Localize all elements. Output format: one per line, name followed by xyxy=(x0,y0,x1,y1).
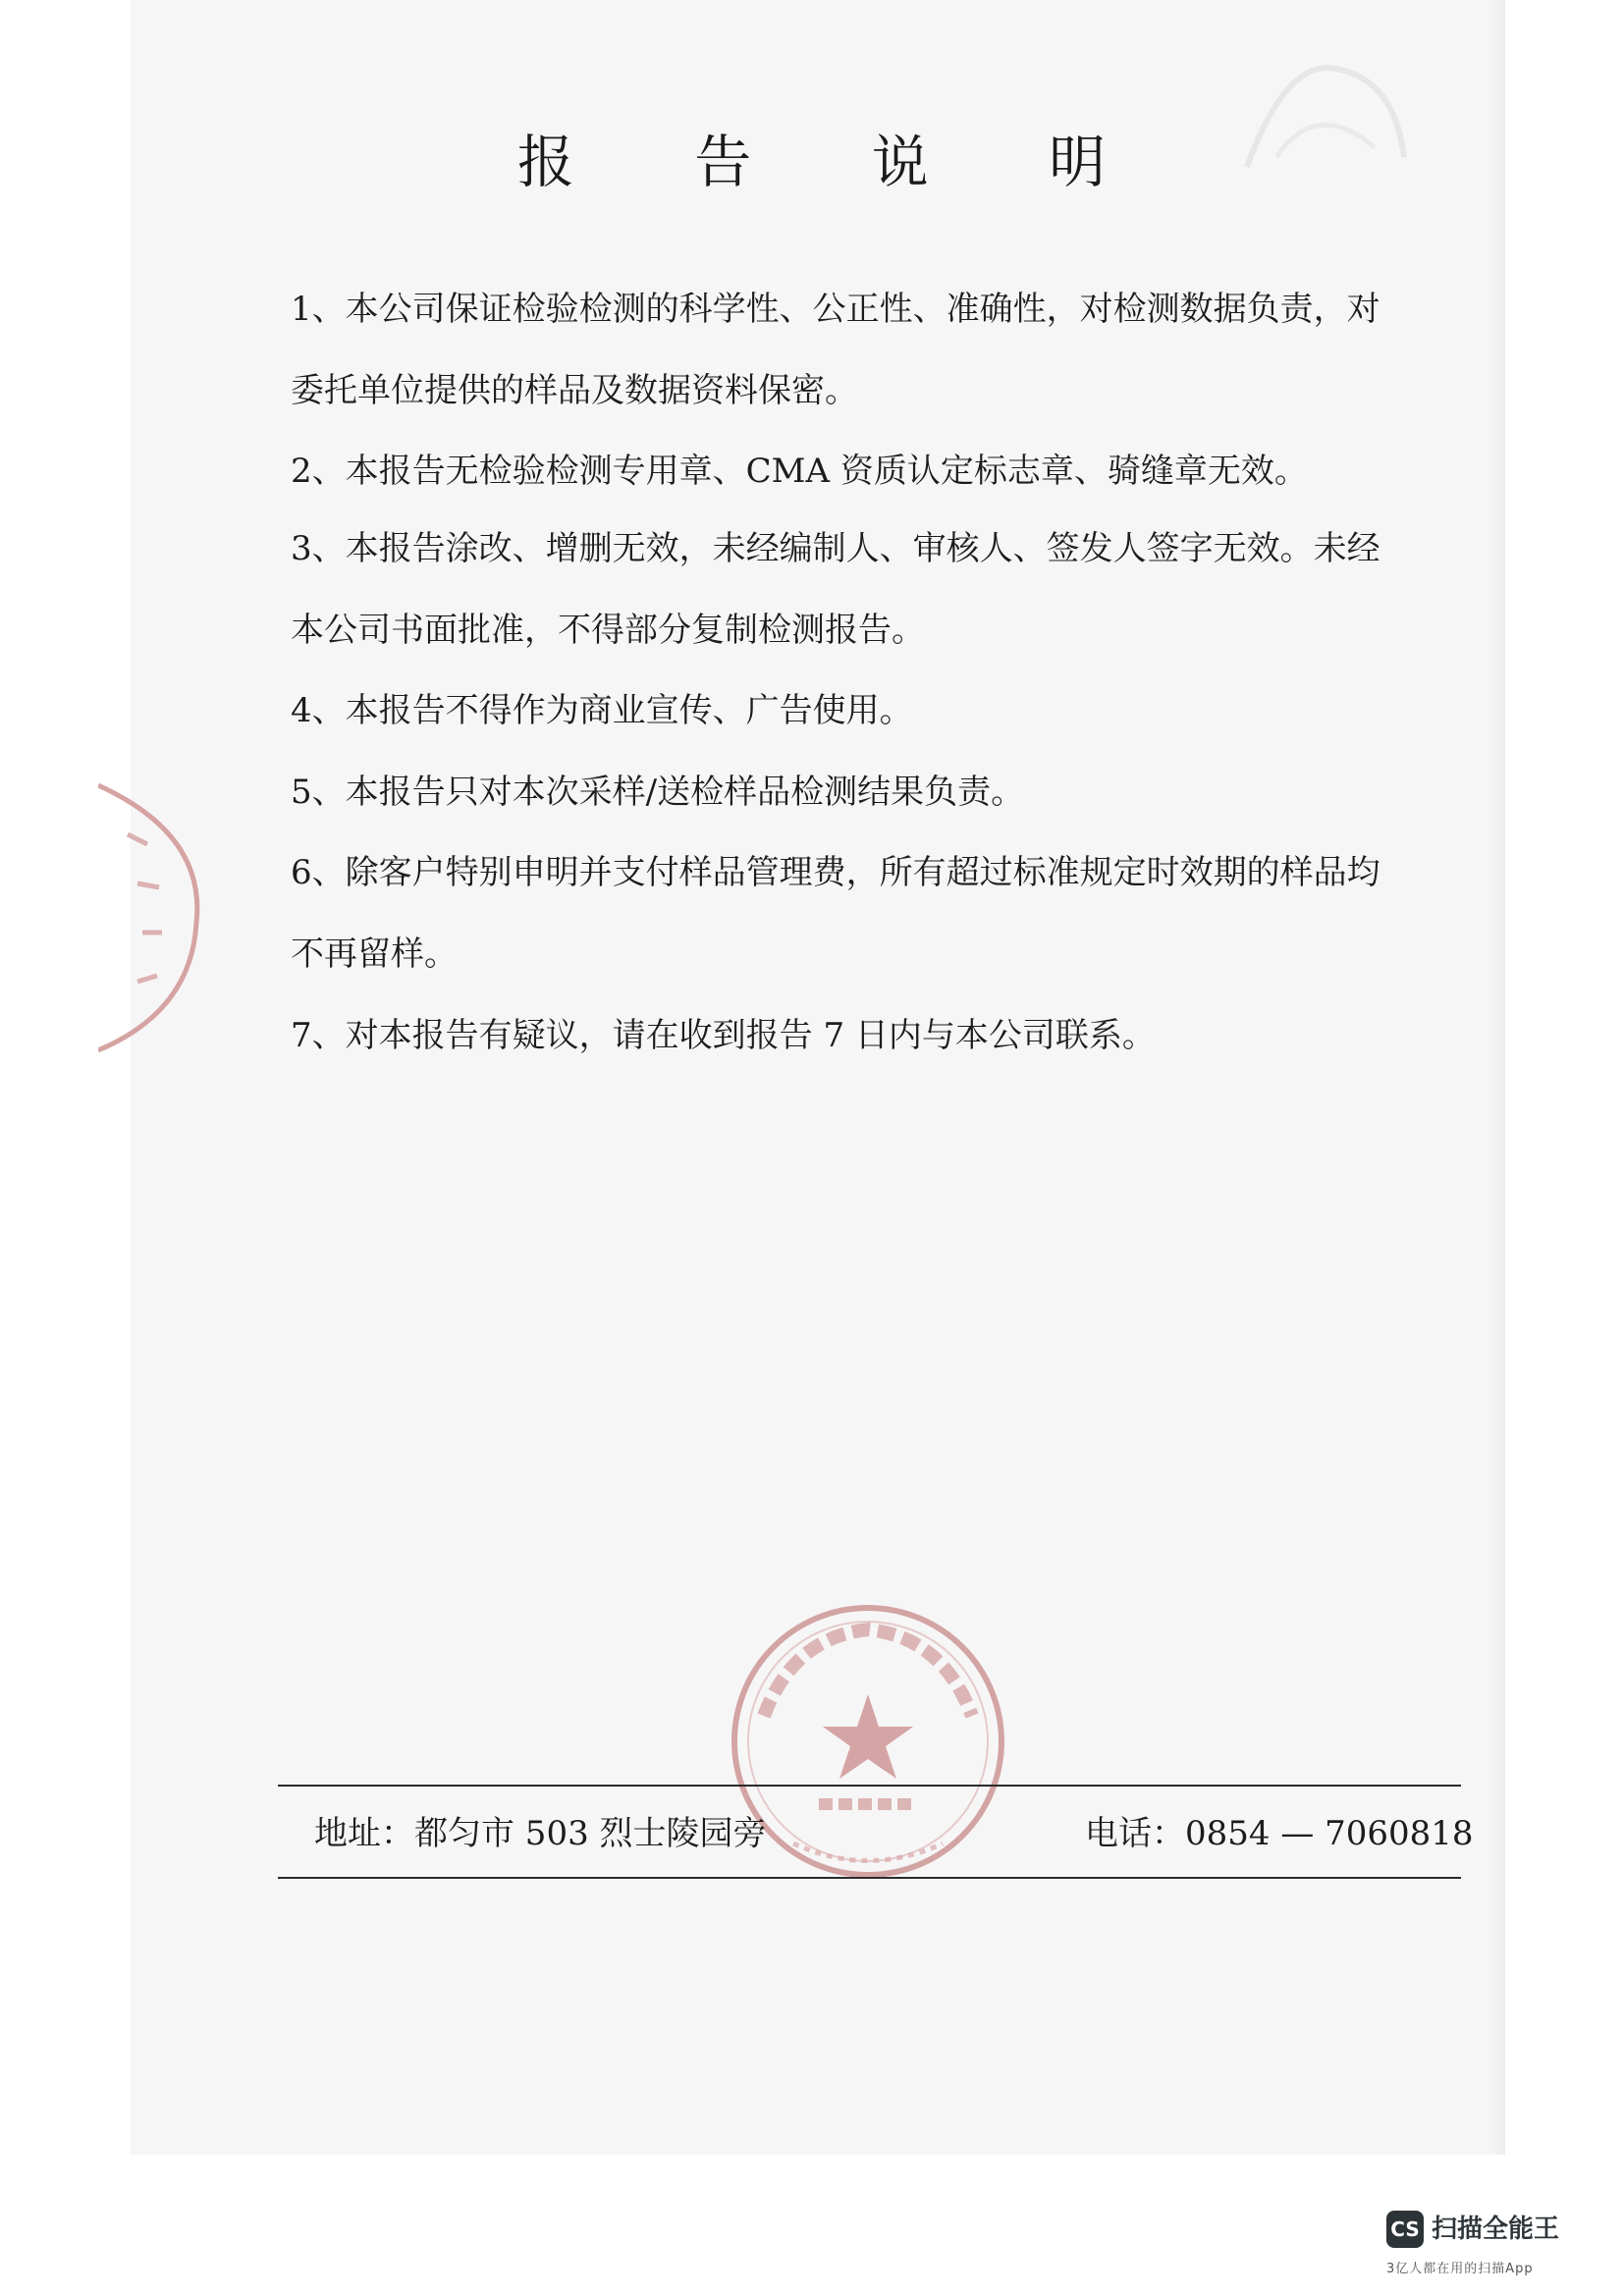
clause-3-line-2: 本公司书面批准，不得部分复制检测报告。 xyxy=(291,611,925,650)
page-title: 报 告 说 明 xyxy=(516,129,1158,195)
clause-6-line-2: 不再留样。 xyxy=(291,934,458,974)
scan-edge-shadow xyxy=(1488,0,1505,2155)
footer-address: 地址：都匀市 503 烈士陵园旁 xyxy=(314,1814,767,1853)
footer-phone: 电话：0854 — 7060818 xyxy=(1085,1814,1474,1853)
footer-bottom-rule xyxy=(278,1877,1461,1879)
clause-7-line-1: 7、对本报告有疑议，请在收到报告 7 日内与本公司联系。 xyxy=(291,1016,1156,1055)
clause-1-line-1: 1、本公司保证检验检测的科学性、公正性、准确性，对检测数据负责，对 xyxy=(291,290,1380,329)
camscanner-logo-icon: CS xyxy=(1386,2211,1424,2248)
partial-seal-stamp xyxy=(98,775,206,1060)
clause-6-line-1: 6、除客户特别申明并支付样品管理费，所有超过标准规定时效期的样品均 xyxy=(291,853,1380,892)
clause-4-line-1: 4、本报告不得作为商业宣传、广告使用。 xyxy=(291,691,913,730)
clause-5-line-1: 5、本报告只对本次采样/送检样品检测结果负责。 xyxy=(291,773,1025,812)
scanner-app-name: 扫描全能王 xyxy=(1432,2215,1560,2244)
clause-2-line-1: 2、本报告无检验检测专用章、CMA 资质认定标志章、骑缝章无效。 xyxy=(291,452,1308,491)
clause-3-line-1: 3、本报告涂改、增删无效，未经编制人、审核人、签发人签字无效。未经 xyxy=(291,529,1380,568)
official-seal-stamp xyxy=(725,1598,1011,1885)
footer-top-rule xyxy=(278,1785,1461,1787)
scanner-tagline: 3亿人都在用的扫描App xyxy=(1386,2262,1534,2276)
clause-1-line-2: 委托单位提供的样品及数据资料保密。 xyxy=(291,371,858,410)
